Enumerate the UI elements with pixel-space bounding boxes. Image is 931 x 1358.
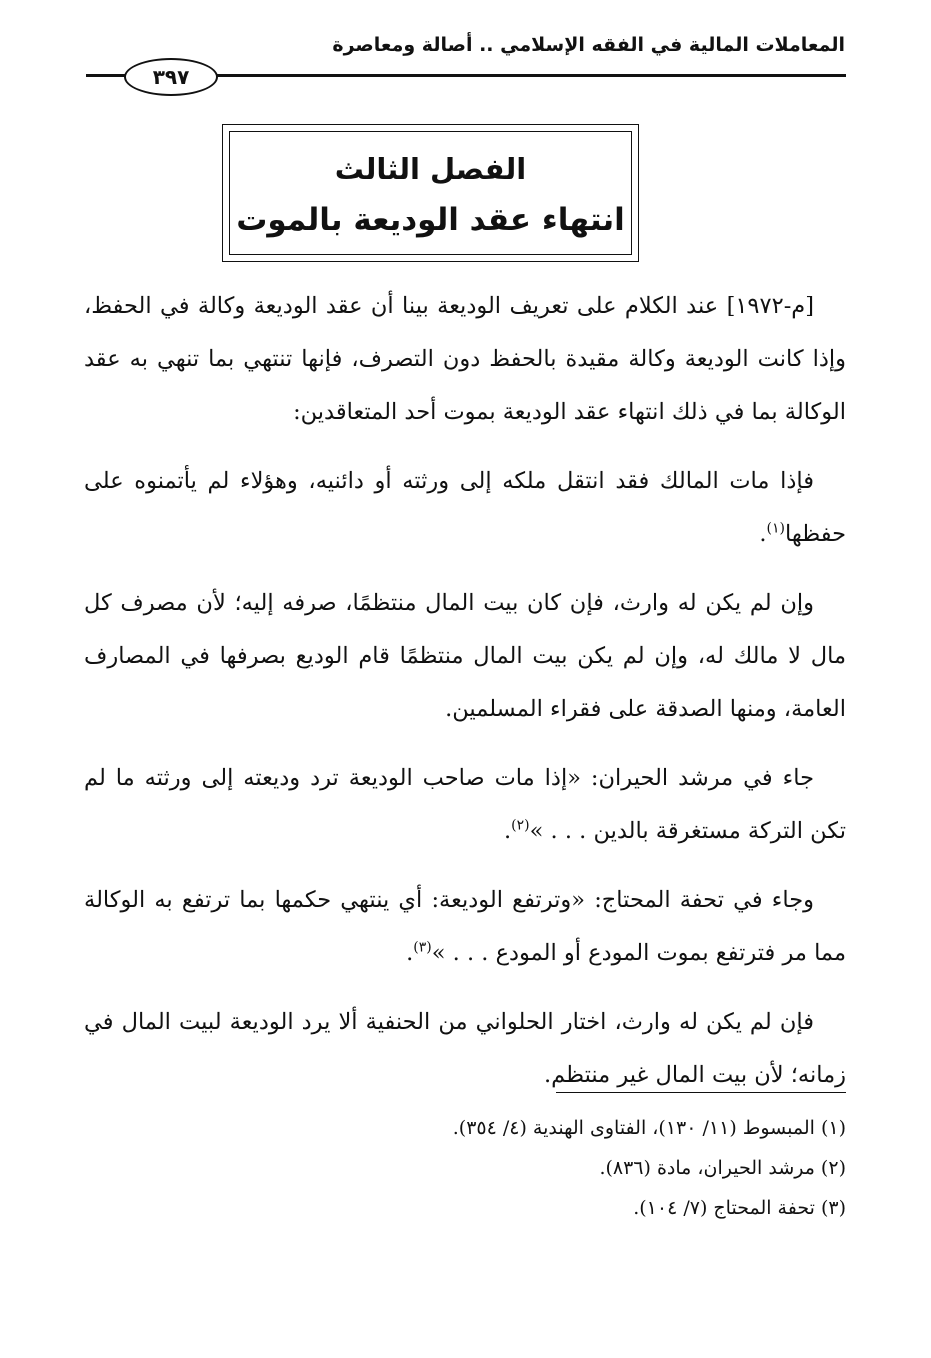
chapter-title-box <box>222 124 639 262</box>
paragraph <box>84 455 846 561</box>
footnote-reference: (٣) <box>413 939 432 956</box>
paragraph-text: جاء في مرشد الحيران: «إذا مات صاحب الوديعة ترد وديعته إلى ورثته ما لم تكن التركة مستغرقة بالدين . . . » <box>84 765 846 844</box>
paragraph <box>84 874 846 980</box>
chapter-title: انتهاء عقد الوديعة بالموت <box>236 202 625 238</box>
paragraph-end: . <box>759 521 767 547</box>
page-number: ٣٩٧ <box>124 58 218 96</box>
paragraph-text: وجاء في تحفة المحتاج: «وترتفع الوديعة: أي ينتهي حكمها بما ترتفع به الوكالة مما مر فترتفع بموت المودع أو المودع . . . » <box>84 887 846 966</box>
page-header-title: المعاملات المالية في الفقه الإسلامي .. أصالة ومعاصرة <box>332 34 845 56</box>
paragraph-end: . <box>504 818 512 844</box>
paragraph-end: . <box>406 940 414 966</box>
paragraph: وإن لم يكن له وارث، فإن كان بيت المال منتظمًا، صرفه إليه؛ لأن مصرف كل مال لا مالك له، وإن لم يكن بيت المال منتظمًا قام الوديع بصرفها في المصارف العامة، ومنها الصدقة على فقراء المسلمين. <box>84 590 846 722</box>
body-text <box>84 280 846 1118</box>
paragraph-text: فإذا مات المالك فقد انتقل ملكه إلى ورثته أو دائنيه، وهؤلاء لم يأتمنوه على حفظها <box>84 468 846 547</box>
paragraph: فإن لم يكن له وارث، اختار الحلواني من الحنفية ألا يرد الوديعة لبيت المال في زمانه؛ لأن بيت المال غير منتظم. <box>84 1009 846 1088</box>
paragraph: [م-١٩٧٢] عند الكلام على تعريف الوديعة بينا أن عقد الوديعة وكالة في الحفظ، وإذا كانت الوديعة وكالة مقيدة بالحفظ دون التصرف، فإنها تنتهي بما تنهي به عقد الوكالة بما في ذلك انتهاء عقد الوديعة بموت أحد المتعاقدين: <box>84 293 846 425</box>
footnote-reference: (١) <box>766 520 786 537</box>
footnote-reference: (٢) <box>511 817 530 834</box>
footnote: (١) المبسوط (١١/ ١٣٠)، الفتاوى الهندية (٤/ ٣٥٤). <box>452 1117 846 1139</box>
footnote: (٣) تحفة المحتاج (٧/ ١٠٤). <box>633 1197 846 1219</box>
chapter-number: الفصل الثالث <box>334 152 527 186</box>
paragraph <box>84 752 846 858</box>
footnotes <box>84 1108 846 1228</box>
footnote: (٢) مرشد الحيران، مادة (٨٣٦). <box>599 1157 846 1179</box>
chapter-title-box-inner <box>229 131 632 255</box>
footnote-rule <box>556 1092 846 1093</box>
